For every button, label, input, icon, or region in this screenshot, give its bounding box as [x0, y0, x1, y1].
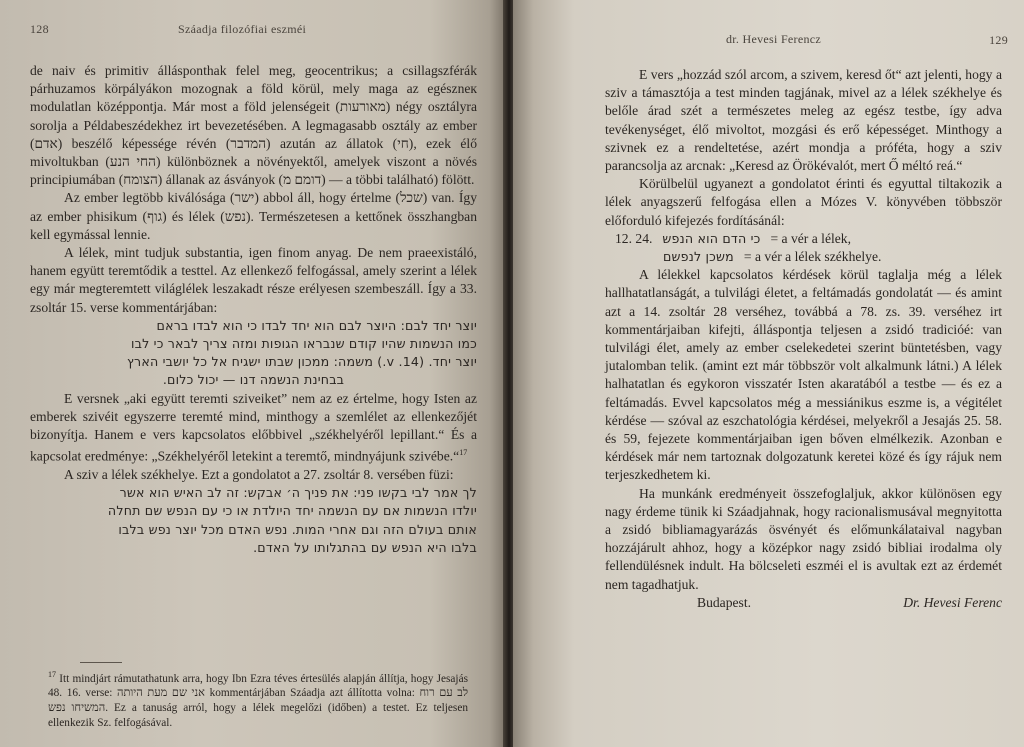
right-page: [513, 0, 1024, 747]
verse-translation: = a vér a lélek,: [770, 230, 851, 246]
paragraph: E vers „hozzád szól arcom, a szivem, keresd őt“ azt jelenti, hogy a sziv a támasztója a test minden tagjának, mivel az a lélek székhelye és belőle árad szét a természetes meleg az egész testbe, így adva tevékenységet, élő mivoltot, mozgási és erő képességet. Minthogy a szivnek ez a rendeltetése, azért mondja a próféta, hogy a sziv parancsolja az arcnak: „Keresd az Örökévalót, mert Ő méltó reá.“: [605, 67, 1002, 174]
hebrew-line: בלבו היא הנפש עם בהתגלותו על האדם.: [253, 539, 477, 555]
paragraph: de naiv és primitiv állásponthak felel meg, geocentrikus; a csillagszférák párhuzamos körpályákon mozognak a föld körül, mely maga az egészneк modulatlan középpontja. Már most a föld jelenségeit (מאורעות) négy osztályra sorolja a Példabeszédekhez irt bevezetésében. A legmagasabb osztály az ember (אדם) beszélő képessége révén (המדבר) azután az állatok (חי), ezek élő mivoltukban (החי הנע) különböznek a növényektől, amelyek viszont a növés principiumában (הצומח) állanak az ásványok (דומם מ) — a többi található) fölött.: [30, 63, 478, 188]
right-page-body: [605, 66, 1002, 612]
place: Budapest.: [697, 594, 751, 610]
footnote-divider: [80, 662, 122, 663]
paragraph: [30, 390, 477, 466]
verse-translation: = a vér a lélek székhelye.: [743, 249, 882, 265]
paragraph-text: E versnek „aki együtt teremti sziveiket” nem az ez értelme, hogy Isten az emberek szivéit egyszerre teremté mind, minthogy a szemlélet az ellenkezőjét bizonyítja. Hanem e vers kapcsolatos előbbivel „székhelyéről lepillant.“ És a kapcsolat eredménye: „Székhelyéről letekint a teremtő, mindnyájunk szivébe.“: [30, 390, 477, 464]
hebrew-line: אותם בעולם הזה וגם אחרי המות. נפש האדם מכל יוצר נפש בלבו: [118, 521, 477, 537]
paragraph: A lélek, mint tudjuk substantia, igen finom anyag. De nem praeexistáló, hanem együtt teremtődik a testtel. Az ellenkező felfogással, amely szerint a lélek egy már megteremtett világlélek leszakadt része erélyesen szembeszáll. Így a 33. zsoltár 15. verse kommentárjában:: [30, 245, 477, 315]
footnote-reference: 17: [459, 448, 468, 458]
hebrew-line: יולדו הנשמות אם עם הנשמה יחד היולדת או כי עם הנפש שם תחלה: [107, 503, 477, 519]
verse-hebrew: משכן לנפשם: [663, 249, 734, 265]
hebrew-line: לך אמר לבי בקשו פני: את פניך ה׳ אבקש: זה לב האיש הוא אשר: [119, 485, 477, 501]
page-number-left: 128: [30, 22, 49, 36]
page-number-right: 129: [989, 33, 1008, 47]
running-head-right: dr. Hevesi Ferencz: [726, 32, 822, 46]
hebrew-line: יוצר יחד. (14. v.) משמה: ממכון שבתו ישגיח אל כל יושבי הארץ: [127, 354, 477, 370]
paragraph: A lélekkel kapcsolatos kérdések körül taglalja még a lélek hallhatatlanságát, a tulvilági életet, a feltámadás gondolatát — és amint azt a 14. zsoltár 28 verséhez, továbbá a 78. zs. 39. verséhez irt kommentárjaiban kifejti, álláspontja teljesen a zsidó tradicióé: van tulvilági élet, amely az ember cselekedetei szerint büntetésben, vagy jutalomban telik. (amint ezt már többször volt alkalmunk látni.) A lélek halhatatlan és egykoron visszatér Isten akaratából a testbe — és ez a feltámadás. Evvel kapcsolatos még a messiánikus eszme is, a végitélet kérdése — szóval az eszchatológia kérdései, melyekről a Jesajás 25. 58. és 59, fejezete kommentárjaiban igen bőven elmélkezik. Azonban e kérdések már nem tartoznak dolgozatunk keretei közé és így rájuk nem terjeszkedhetem ki.: [605, 267, 1002, 483]
hebrew-line: בבחינת הנשמה דנו — יכול כלום.: [162, 372, 345, 388]
paragraph: Körülbelül ugyanezt a gondolatot érinti és egyuttal tiltakozik a lélek anyagszerű felfogása ellen a Mózes V. könyvében többször előforduló kifejezés fordításánál:: [605, 176, 1002, 228]
footnote-number: 17: [48, 670, 56, 679]
verse-hebrew: כי הדם הוא הנפש: [662, 230, 761, 246]
footnote: [48, 668, 468, 730]
paragraph: A sziv a lélek székhelye. Ezt a gondolatot a 27. zsoltár 8. versében füzi:: [64, 467, 454, 482]
left-page: [0, 0, 505, 747]
paragraph: Az ember legtöbb kiválósága (ישר) abbol áll, hogy értelme (שכל) van. Így az ember phisikum (גוף) és lélek (נפש). Természetesen a kettőnek összhangban kell egymással lennie.: [30, 190, 477, 242]
verse-line: [605, 230, 1002, 248]
verse-line: [605, 248, 1002, 266]
hebrew-line: יוצר יחד לבם: היוצר לבם הוא יחד לבדו כי הוא לבדו בראם: [156, 317, 477, 333]
footnote-text: Itt mindjárt rámutathatunk arra, hogy Ibn Ezra téves értesülés alapján állítja, hogy Jesajás 48. 16. verse: אני שם מעת היותה kommentárjában Száadja azt állította volna: לב עם רוח המשיחו נפש. Ez a tanuság arról, hogy a lélek megelőzi (időben) a testet. Ez teljesen ellenkezik Sz. felfogásával.: [48, 672, 468, 729]
paragraph: Ha munkánk eredményeit összefoglaljuk, akkor különösen egy nagy érdeme tünik ki Száadjahnak, hogy racionalismusával megnyitotta a zsidó bibliamagyarázás ösvényét és előmunkálataival nagyban hozzájárult ahhoz, hogy a középkor nagy zsidó bibliai irodalma oly fellendülésnek indult. Ha bölcseleti eszméi el is avultak ezt az érdemét nem tagadhatjuk.: [605, 485, 1002, 592]
signature: Dr. Hevesi Ferenc: [903, 595, 1002, 611]
hebrew-line: כמו הנשמות שהיו קודם שנבראו הגופות ומזה צריך לבאר כי לבו: [131, 336, 477, 352]
running-head-left: Száadja filozófiai eszméi: [178, 22, 307, 36]
left-page-body: [30, 62, 477, 557]
verse-ref: 12. 24.: [615, 230, 653, 246]
